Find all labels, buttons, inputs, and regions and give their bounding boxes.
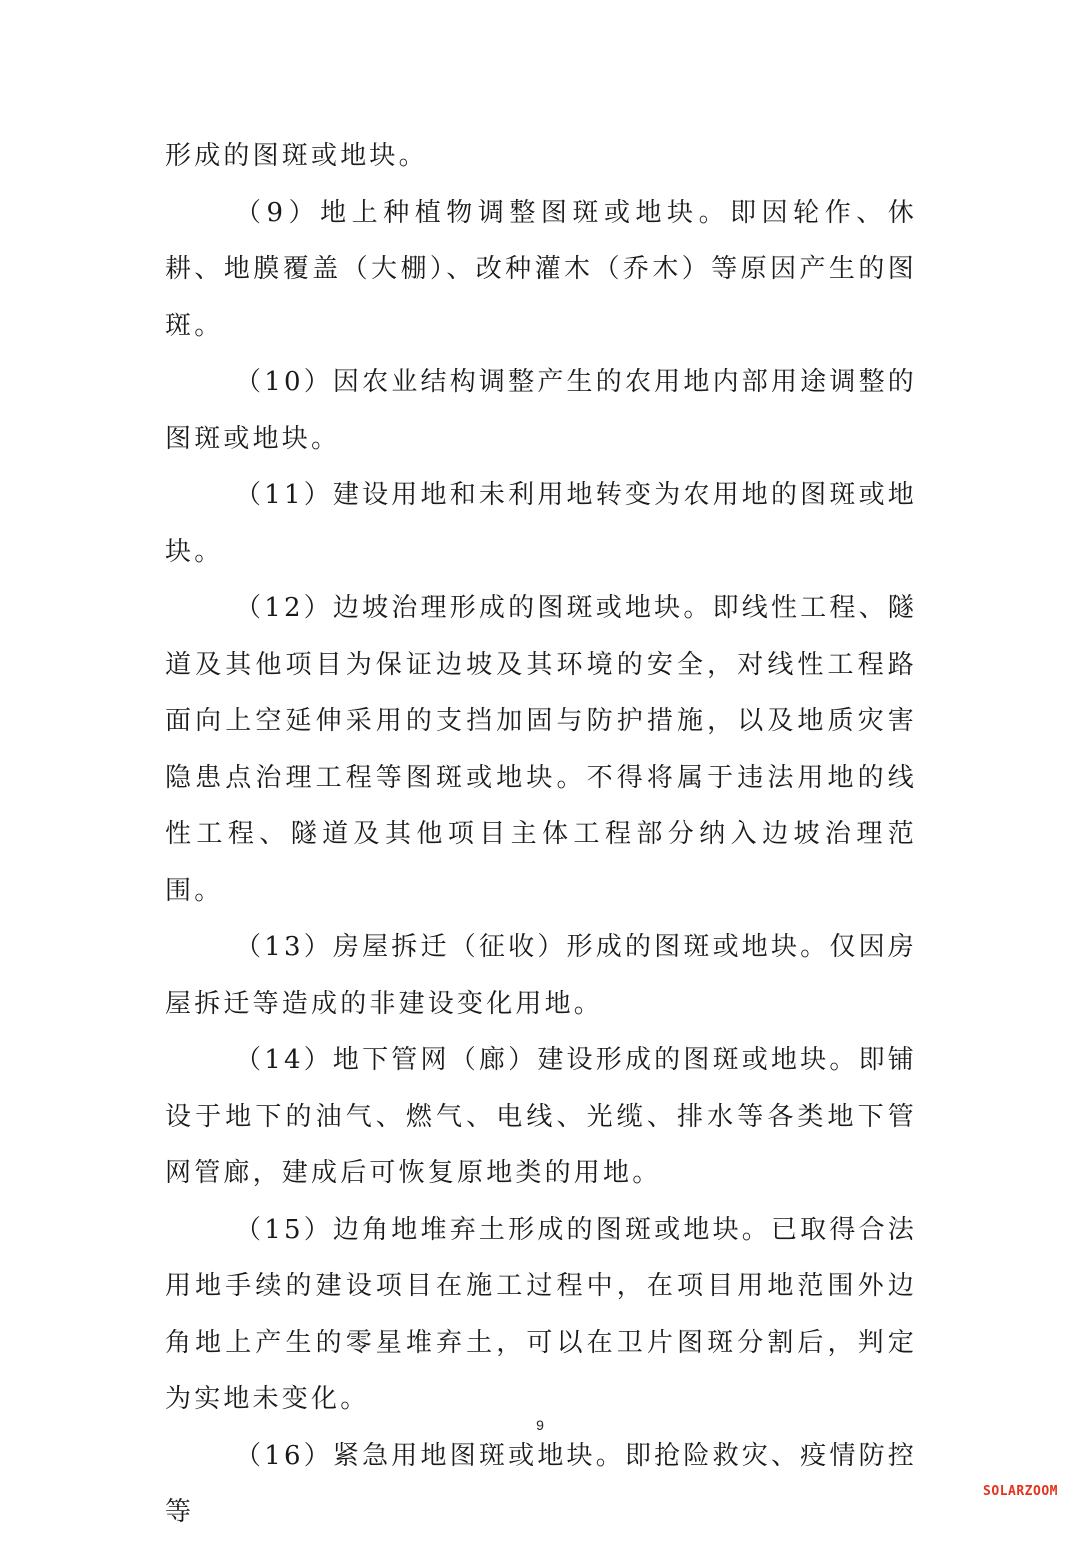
paragraph: （13）房屋拆迁（征收）形成的图斑或地块。仅因房屋拆迁等造成的非建设变化用地。	[165, 932, 917, 1019]
page-number: 9	[536, 1417, 544, 1433]
paragraph: （15）边角地堆弃土形成的图斑或地块。已取得合法用地手续的建设项目在施工过程中，在项目用地范围外边角地上产生的零星堆弃土，可以在卫片图斑分割后，判定为实地未变化。	[165, 1214, 917, 1414]
paragraph: 形成的图斑或地块。	[165, 141, 428, 171]
paragraph: （16）紧急用地图斑或地块。即抢险救灾、疫情防控等	[165, 1440, 917, 1527]
paragraph: （9）地上种植物调整图斑或地块。即因轮作、休耕、地膜覆盖（大棚）、改种灌木（乔木）等原因产生的图斑。	[165, 197, 917, 341]
paragraph: （10）因农业结构调整产生的农用地内部用途调整的图斑或地块。	[165, 367, 917, 454]
paragraph: （12）边坡治理形成的图斑或地块。即线性工程、隧道及其他项目为保证边坡及其环境的安全，对线性工程路面向上空延伸采用的支挡加固与防护措施，以及地质灾害隐患点治理工程等图斑或地块。不得将属于违法用地的线性工程、隧道及其他项目主体工程部分纳入边坡治理范围。	[165, 593, 917, 906]
paragraph: （11）建设用地和未利用地转变为农用地的图斑或地块。	[165, 480, 917, 567]
document-body	[165, 128, 917, 1541]
watermark-logo: SOLARZOOM	[983, 1484, 1058, 1499]
paragraph: （14）地下管网（廊）建设形成的图斑或地块。即铺设于地下的油气、燃气、电线、光缆、排水等各类地下管网管廊，建成后可恢复原地类的用地。	[165, 1045, 917, 1188]
